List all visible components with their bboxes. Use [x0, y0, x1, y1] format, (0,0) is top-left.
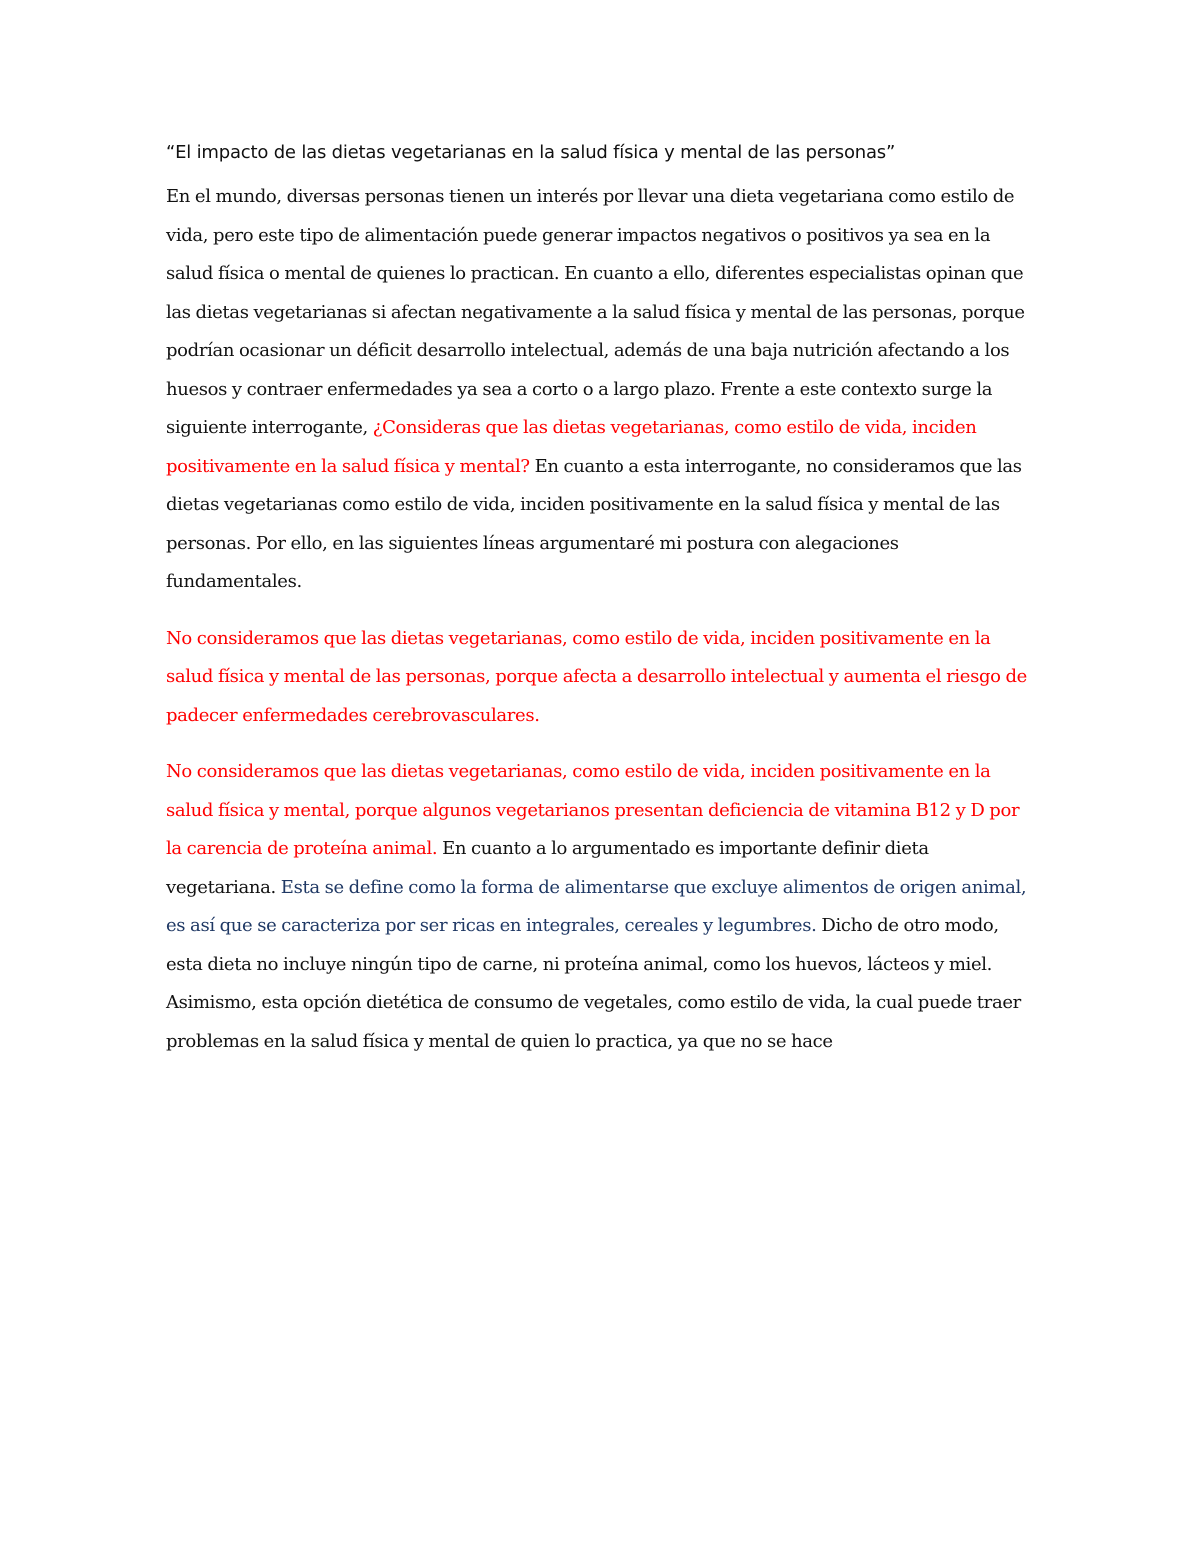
- argument-statement: No consideramos que las dietas vegetarianas, como estilo de vida, inciden positivamente en la salud física y mental de las personas, porque afecta a desarrollo intelectual y aumenta el riesgo de padecer enfermedades cerebrovasculares.: [166, 627, 1027, 726]
- document-title: “El impacto de las dietas vegetarianas en la salud física y mental de las personas”: [166, 142, 896, 163]
- text-segment: Dicho de otro modo, esta dieta no incluye ningún tipo de carne, ni proteína animal, como los huevos, lácteos y miel. Asimismo, esta opción dietética de consumo de vegetales, como estilo de vida, la cual puede traer problemas en la salud física y mental de quien lo practica, ya que no se hace: [166, 915, 1021, 1052]
- paragraph-introduction: [166, 178, 1036, 602]
- research-question: ¿Consideras que las dietas vegetarianas, como estilo de vida, inciden positivamente en la salud física y mental?: [166, 417, 977, 477]
- document-body: [166, 138, 1036, 1061]
- definition-quote: Esta se define como la forma de alimentarse que excluye alimentos de origen animal, es así que se caracteriza por ser ricas en integrales, cereales y legumbres.: [166, 876, 1027, 936]
- text-segment: En el mundo, diversas personas tienen un interés por llevar una dieta vegetariana como estilo de vida, pero este tipo de alimentación puede generar impactos negativos o positivos ya sea en la salud física o mental de quienes lo practican. En cuanto a ello, diferentes especialistas opinan que las dietas vegetarianas si afectan negativamente a la salud física y mental de las personas, porque podrían ocasionar un déficit desarrollo intelectual, además de una baja nutrición afectando a los huesos y contraer enfermedades ya sea a corto o a largo plazo. Frente a este contexto surge la siguiente interrogante,: [166, 186, 1025, 438]
- paragraph-argument-two: [166, 753, 1036, 1061]
- argument-statement: No consideramos que las dietas vegetarianas, como estilo de vida, inciden positivamente en la salud física y mental, porque algunos vegetarianos presentan deficiencia de vitamina B12 y D por la carencia de proteína animal.: [166, 761, 1020, 859]
- text-segment: En cuanto a lo argumentado es importante definir dieta vegetariana.: [166, 838, 929, 898]
- text-segment: En cuanto a esta interrogante, no consideramos que las dietas vegetarianas como estilo de vida, inciden positivamente en la salud física y mental de las personas. Por ello, en las siguientes líneas argumentaré mi postura con alegaciones fundamentales.: [166, 455, 1022, 592]
- paragraph-argument-one: [166, 620, 1036, 736]
